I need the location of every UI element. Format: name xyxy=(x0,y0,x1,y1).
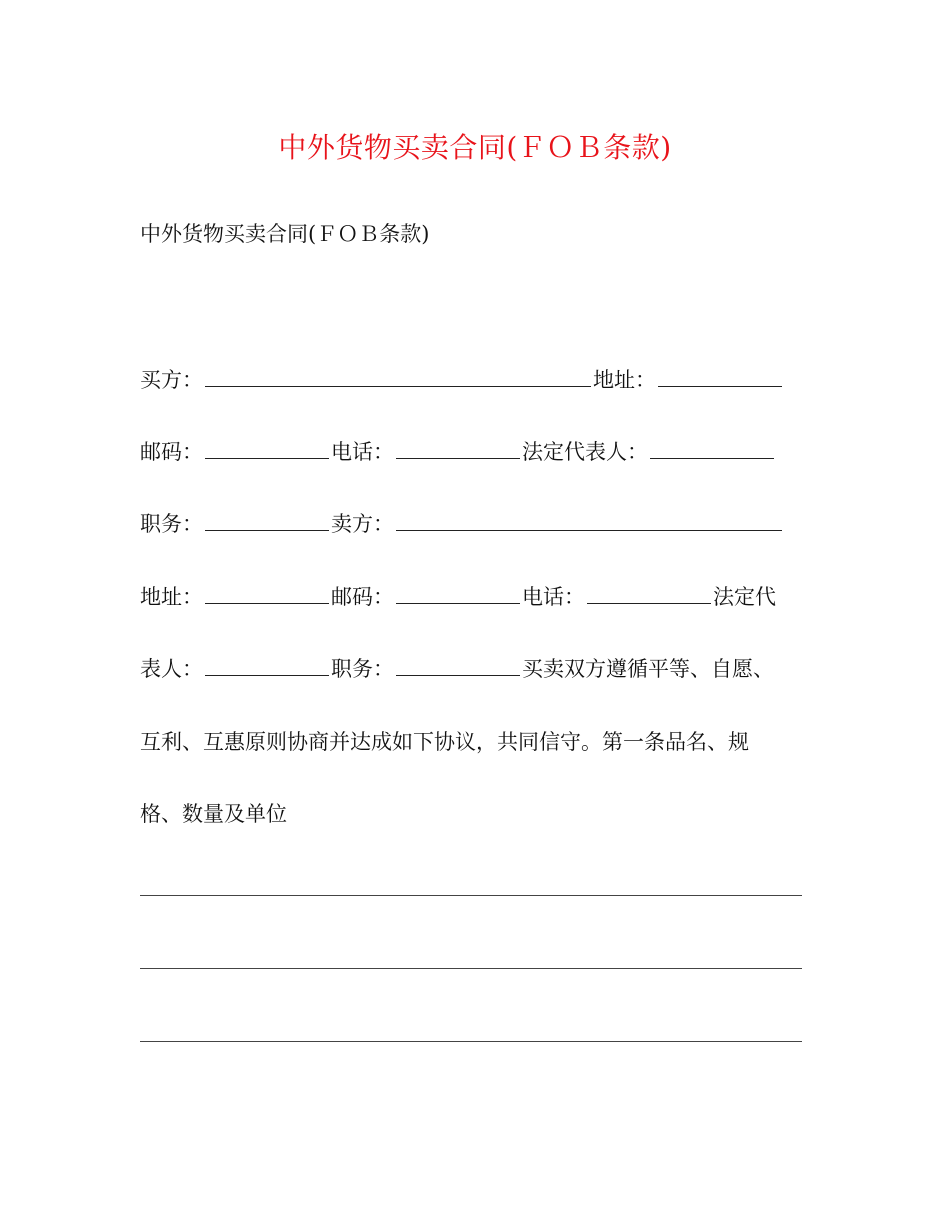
buyer-phone-field[interactable] xyxy=(396,436,520,459)
buyer-postcode-label: 邮码： xyxy=(140,440,203,464)
agreement-text-middle: 互利、互惠原则协商并达成如下协议，共同信守。第一条品名、规 xyxy=(140,730,749,754)
buyer-address-field[interactable] xyxy=(658,364,782,387)
seller-phone-field[interactable] xyxy=(587,581,711,604)
buyer-phone-label: 电话： xyxy=(331,440,394,464)
article-one-line xyxy=(140,798,287,830)
seller-postcode-field[interactable] xyxy=(396,581,520,604)
buyer-legal-rep-field[interactable] xyxy=(650,436,774,459)
buyer-address-label: 地址： xyxy=(593,368,656,392)
article-one-heading: 格、数量及单位 xyxy=(140,802,287,826)
seller-legal-rep-label-end: 表人： xyxy=(140,657,203,681)
buyer-postcode-field[interactable] xyxy=(205,436,329,459)
fill-in-line-2[interactable] xyxy=(140,968,802,969)
buyer-label: 买方： xyxy=(140,368,203,392)
seller-position-label: 职务： xyxy=(331,657,394,681)
buyer-title-seller-line xyxy=(140,508,784,540)
fill-in-line-3[interactable] xyxy=(140,1041,802,1042)
buyer-line xyxy=(140,364,784,396)
buyer-position-field[interactable] xyxy=(205,508,329,531)
document-title: 中外货物买卖合同(ＦＯＢ条款) xyxy=(278,131,672,164)
buyer-contact-line xyxy=(140,436,776,468)
agreement-text-start: 买卖双方遵循平等、自愿、 xyxy=(522,657,774,681)
seller-address-label: 地址： xyxy=(140,585,203,609)
seller-contact-line xyxy=(140,581,776,613)
buyer-legal-rep-label: 法定代表人： xyxy=(522,440,648,464)
seller-legal-rep-label-start: 法定代 xyxy=(713,585,776,609)
buyer-field[interactable] xyxy=(205,364,591,387)
seller-label: 卖方： xyxy=(331,512,394,536)
seller-rep-line xyxy=(140,653,774,685)
seller-address-field[interactable] xyxy=(205,581,329,604)
document-subtitle: 中外货物买卖合同(ＦＯＢ条款) xyxy=(140,222,430,246)
fill-in-line-1[interactable] xyxy=(140,895,802,896)
seller-legal-rep-field[interactable] xyxy=(205,653,329,676)
seller-field[interactable] xyxy=(396,508,782,531)
seller-postcode-label: 邮码： xyxy=(331,585,394,609)
buyer-position-label: 职务： xyxy=(140,512,203,536)
agreement-text-line xyxy=(140,726,749,758)
seller-position-field[interactable] xyxy=(396,653,520,676)
seller-phone-label: 电话： xyxy=(522,585,585,609)
